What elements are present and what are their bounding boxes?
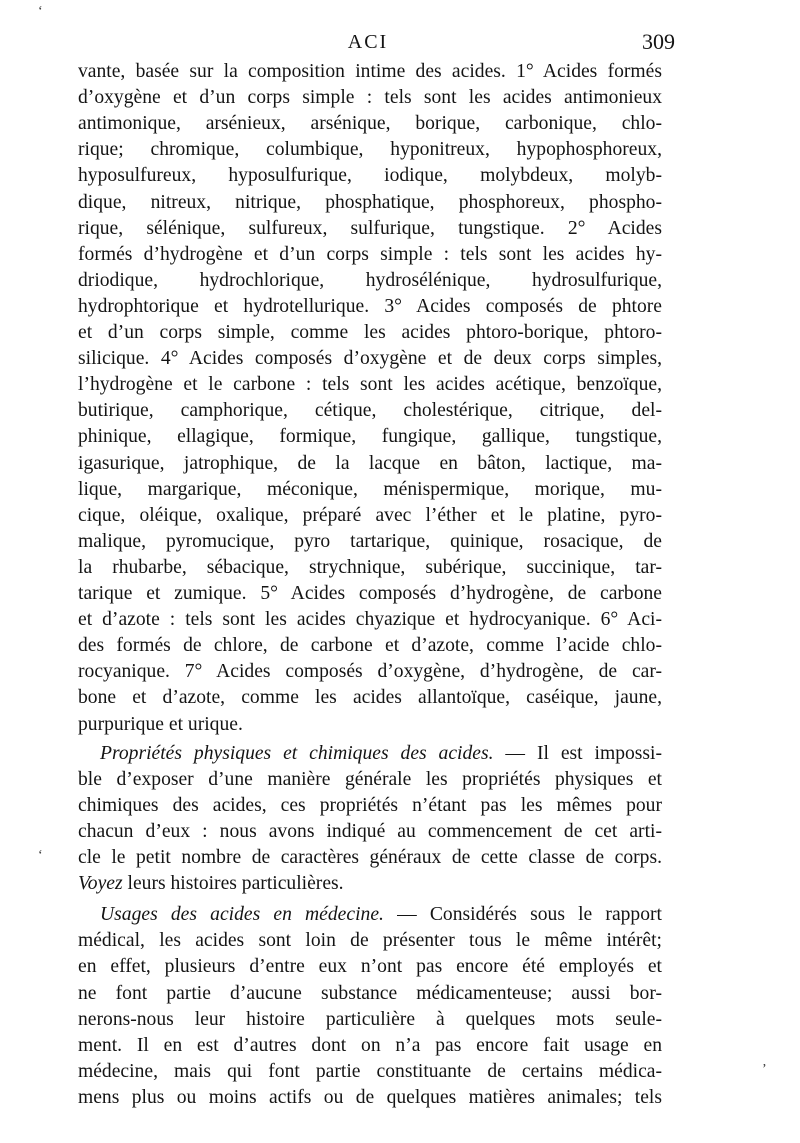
text-line: rique; chromique, columbique, hyponitreux, hypophosphoreux, bbox=[78, 139, 662, 161]
text-line: mens plus ou moins actifs ou de quelques matières animales; tels bbox=[78, 1086, 662, 1108]
text-line: l’hydrogène et le carbone : tels sont les acides acétique, benzoïque, bbox=[78, 374, 662, 396]
text-line: silicique. 4° Acides composés d’oxygène et de deux corps simples, bbox=[78, 348, 662, 370]
text-line: rique, sélénique, sulfureux, sulfurique, tungstique. 2° Acides bbox=[78, 217, 662, 239]
text-line: en effet, plusieurs d’entre eux n’ont pas encore été employés et bbox=[78, 956, 662, 978]
text-line: et d’azote : tels sont les acides chyazique et hydrocyanique. 6° Aci- bbox=[78, 609, 662, 631]
text-line: médecine, mais qui font partie constituante de certains médica- bbox=[78, 1060, 662, 1082]
section-heading-usages: Usages des acides en médecine. bbox=[100, 904, 384, 926]
text-line: hydrophtorique et hydrotellurique. 3° Acides composés de phtore bbox=[78, 295, 662, 317]
text-line: tarique et zumique. 5° Acides composés d’hydrogène, de carbone bbox=[78, 583, 662, 604]
text-line: dique, nitreux, nitrique, phosphatique, phosphoreux, phospho- bbox=[78, 191, 662, 213]
scan-mark: ‘ bbox=[38, 848, 43, 863]
section-heading-properties: Propriétés physiques et chimiques des acides. bbox=[100, 742, 494, 764]
text-line: phinique, ellagique, formique, fungique, gallique, tungstique, bbox=[78, 426, 662, 448]
voyez-word: Voyez bbox=[78, 873, 123, 895]
text-line: driodique, hydrochlorique, hydrosélénique, hydrosulfurique, bbox=[78, 269, 662, 291]
text-line: ne font partie d’aucune substance médicamenteuse; aussi bor- bbox=[78, 982, 662, 1004]
section-heading-line bbox=[100, 902, 662, 928]
text-line: formés d’hydrogène et d’un corps simple : tels sont les acides hy- bbox=[78, 243, 662, 265]
text-line: nerons-nous leur histoire particulière à quelques mots seule- bbox=[78, 1008, 662, 1030]
text-line: rocyanique. 7° Acides composés d’oxygène, d’hydrogène, de car- bbox=[78, 661, 662, 683]
text-line: ble d’exposer d’une manière générale les propriétés physiques et bbox=[78, 768, 662, 790]
text-line: antimonique, arsénieux, arsénique, borique, carbonique, chlo- bbox=[78, 113, 662, 135]
text-line: cle le petit nombre de caractères généraux de cette classe de corps. bbox=[78, 847, 662, 868]
running-title: ACI bbox=[347, 31, 389, 53]
text-line: chacun d’eux : nous avons indiqué au commencement de cet arti- bbox=[78, 820, 662, 842]
text-line: igasurique, jatrophique, de la lacque en bâton, lactique, ma- bbox=[78, 452, 662, 474]
scan-mark: ’ bbox=[762, 1062, 767, 1077]
text-line: lique, margarique, méconique, ménispermique, morique, mu- bbox=[78, 478, 662, 500]
section-heading-line bbox=[100, 741, 662, 767]
text-line: vante, basée sur la composition intime des acides. 1° Acides formés bbox=[78, 61, 662, 82]
text-line: chimiques des acides, ces propriétés n’étant pas les mêmes pour bbox=[78, 794, 662, 816]
text-line: la rhubarbe, sébacique, strychnique, subérique, succinique, tar- bbox=[78, 556, 662, 578]
voyez-line bbox=[78, 871, 662, 897]
text-line: hyposulfureux, hyposulfurique, iodique, molybdeux, molyb- bbox=[78, 165, 662, 187]
text-line: et d’un corps simple, comme les acides phtoro-borique, phtoro- bbox=[78, 322, 662, 343]
text-line: d’oxygène et d’un corps simple : tels sont les acides antimonieux bbox=[78, 87, 662, 109]
text-line: médical, les acides sont loin de présenter tous le même intérêt; bbox=[78, 930, 662, 952]
text-line: malique, pyromucique, pyro tartarique, quinique, rosacique, de bbox=[78, 530, 662, 552]
text-line: ment. Il en est d’autres dont on n’a pas encore fait usage en bbox=[78, 1034, 662, 1056]
scan-mark: ‘ bbox=[38, 4, 43, 19]
page-number: 309 bbox=[642, 29, 675, 54]
section-heading-rest: — Considérés sous le rapport bbox=[383, 904, 662, 926]
text-line: butirique, camphorique, cétique, cholestérique, citrique, del- bbox=[78, 400, 662, 422]
voyez-rest: leurs histoires particulières. bbox=[122, 873, 344, 895]
text-line-last: purpurique et urique. bbox=[78, 713, 243, 735]
section-heading-rest: — Il est impossi- bbox=[493, 742, 663, 764]
text-line: des formés de chlore, de carbone et d’azote, comme l’acide chlo- bbox=[78, 635, 662, 657]
text-line: cique, oléique, oxalique, préparé avec l’éther et le platine, pyro- bbox=[78, 504, 662, 526]
text-line: bone et d’azote, comme les acides allantoïque, caséique, jaune, bbox=[78, 687, 662, 709]
